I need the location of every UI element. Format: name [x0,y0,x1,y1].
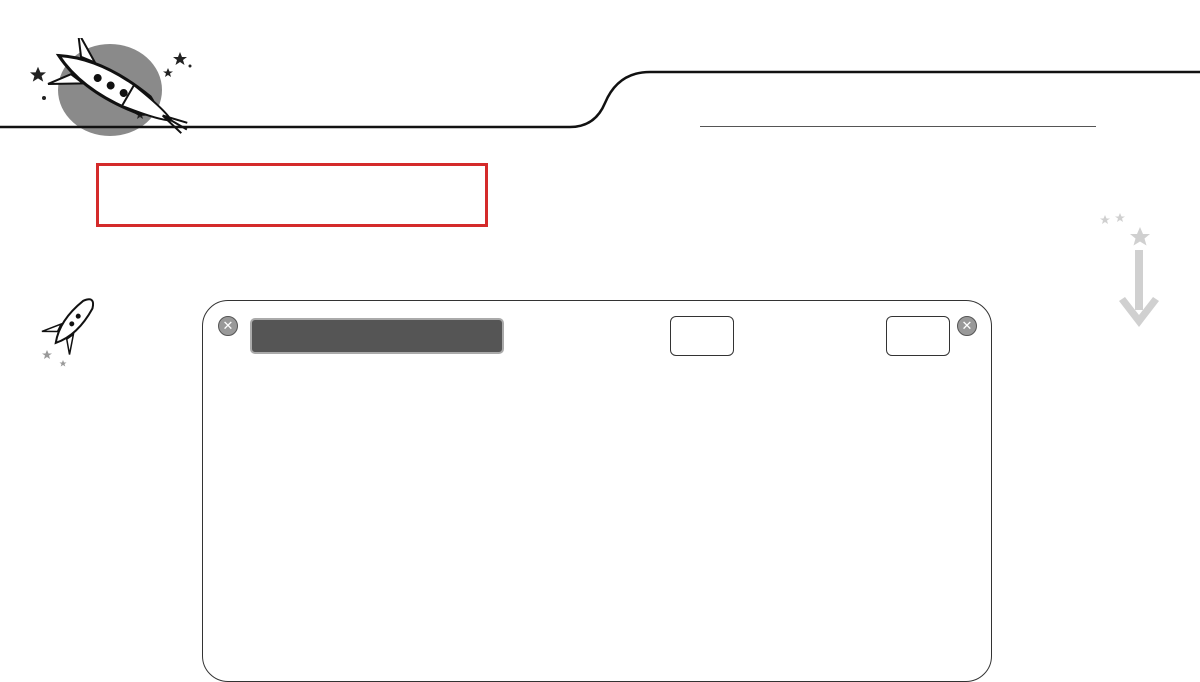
completed-input[interactable] [886,316,950,356]
test-title [250,318,504,354]
name-input[interactable] [700,126,1096,127]
close-icon[interactable]: ✕ [218,316,238,336]
header-rule [0,68,1200,138]
goal-input[interactable] [670,316,734,356]
rocket-icon [35,270,115,370]
test-panel [202,300,992,682]
highlight-box [96,163,488,227]
close-icon[interactable]: ✕ [957,316,977,336]
arrow-down-icon [1095,205,1175,335]
